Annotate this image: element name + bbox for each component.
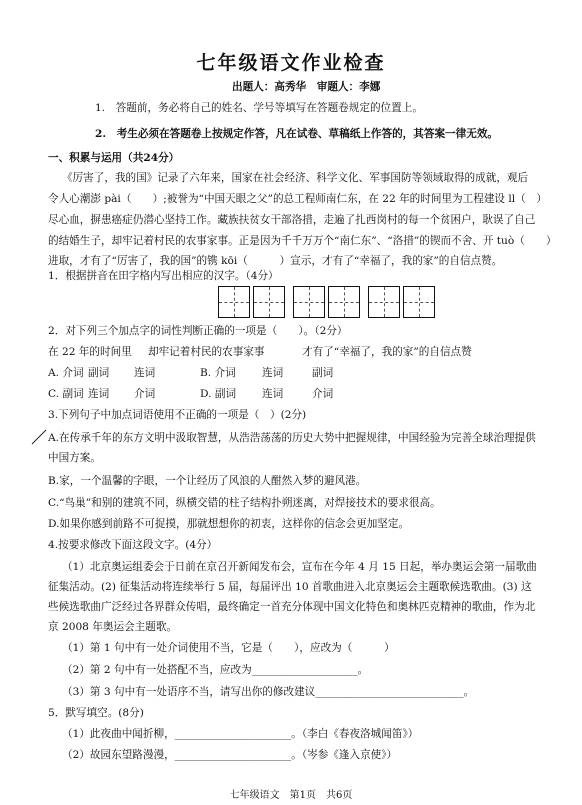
page-title: 七年级语文作业检查: [196, 52, 386, 74]
tian-grid-box[interactable]: [368, 286, 400, 318]
q4-text-line: 征集活动。(2) 征集活动将连续举行 5 届，每届评出 10 首歌曲进入北京奥运会主题歌候选歌曲。(3) 这: [48, 581, 532, 593]
option-word: B. 介词: [200, 367, 236, 379]
option-word: 连词: [262, 388, 284, 400]
q3-option-a[interactable]: A.在传承千年的东方文明中汲取智慧，从浩浩荡荡的历史大势中把握规律，中国经验为完善全球治理提供: [48, 432, 536, 444]
q4-text-line: （1）北京奥运组委会于日前在京召开新闻发布会，宣布在今年 4 月 15 日起，举办奥运会第一届歌曲: [62, 561, 537, 573]
pen-mark-icon: [30, 428, 48, 446]
q2-phrase: 在 22 年的时间里: [48, 346, 132, 358]
option-word: 介词: [134, 388, 156, 400]
page-footer: 七年级语文 第1页 共6页: [229, 790, 353, 801]
question-1: 1．根据拼音在田字格内写出相应的汉字。（4分）: [48, 270, 279, 282]
q3-option-c[interactable]: C.“鸟巢”和别的建筑不同，纵横交错的柱子结构扑朔迷离，对焊接技术的要求很高。: [48, 497, 441, 509]
notice-2: 2. 考生必须在答题卷上按规定作答，凡在试卷、草稿纸上作答的，其答案一律无效。: [95, 128, 499, 140]
tian-grid-box[interactable]: [293, 286, 325, 318]
option-word: C. 副词: [48, 388, 84, 400]
tian-grid-box[interactable]: [328, 286, 360, 318]
q3-option-a-cont: 中国方案。: [48, 452, 101, 464]
notice-1: 1. 答题前，务必将自己的姓名、学号等填写在答题卷规定的位置上。: [95, 102, 423, 114]
question-3: 3.下列句子中加点词语使用不正确的一项是（ ）(2分): [48, 409, 307, 421]
question-4: 4.按要求修改下面这段文字。(4分）: [48, 539, 218, 551]
q2-phrase: 才有了“幸福了，我的家”的自信点赞: [302, 346, 472, 358]
option-word: D. 副词: [200, 388, 237, 400]
q2-option-d[interactable]: [200, 387, 334, 401]
q4-sub-1[interactable]: （1）第 1 句中有一处介词使用不当，它是（ ），应改为（ ）: [62, 642, 395, 654]
q3-option-d[interactable]: D.如果你感到前路不可捉摸，那就想想你的初衷，这样你的信念会更加坚定。: [48, 518, 410, 530]
q5-sub-2[interactable]: （2）故园东望路漫漫，______________________。（岑参《逢入京使》）: [62, 749, 398, 761]
section-heading: 一、积累与运用（共24分）: [48, 152, 180, 164]
passage-line: 进取，才有了“厉害了，我的国”的镌 kōi（ ）宣示，才有了“幸福了，我的家”的自信点赞。: [48, 255, 503, 267]
tian-grid-box[interactable]: [253, 286, 285, 318]
question-5: 5．默写填空。(8分): [48, 707, 144, 719]
option-word: 连词: [134, 367, 156, 379]
q4-text-line: 些候选歌曲广泛经过各界群众传唱，最终确定一首充分体现中国文化特色和奥林匹克精神的歌曲，作为北: [48, 601, 536, 613]
authors-line: 出题人：高秀华 审题人：李娜: [232, 81, 381, 93]
passage-line: 的结婚生子，却牢记着村民的农事家事。正是因为千千万万个“南仁东”、“洛措”的锲而不舍、开 tuò（ ）: [48, 235, 557, 247]
option-word: 连词: [88, 388, 110, 400]
tian-grid-box[interactable]: [218, 286, 250, 318]
passage-line: 令人心潮澎 pài（ ）;被誉为“中国天眼之父”的总工程师南仁东，在 22 年的时间里为工程建设 ll（ ）: [48, 193, 547, 205]
option-word: A. 介词: [48, 367, 84, 379]
option-word: 介词: [312, 388, 334, 400]
question-2: 2．对下列三个加点字的词性判断正确的一项是（ ）。（2分）: [48, 325, 348, 337]
q2-option-c[interactable]: [48, 387, 156, 401]
q3-option-b[interactable]: B.家，一个温馨的字眼，一个让经历了风浪的人酣然入梦的避风港。: [48, 475, 367, 487]
q4-sub-3[interactable]: （3）第 3 句中有一处语序不当，请写出你的修改建议____________________________。: [62, 686, 475, 698]
q5-sub-1[interactable]: （1）此夜曲中闻折柳，______________________。（李白《春夜洛城闻笛》）: [62, 728, 419, 740]
q4-text-line: 京 2008 年奥运会主题歌。: [48, 621, 178, 633]
q4-sub-2[interactable]: （2）第 2 句中有一处搭配不当，应改为____________________。: [62, 664, 369, 676]
option-word: 副词: [88, 367, 110, 379]
option-word: 副词: [312, 367, 334, 379]
q2-option-b[interactable]: [200, 366, 334, 380]
passage-line: 尽心血，摒患癌症仍潜心坚持工作。藏族扶贫女干部洛措，走遍了扎西岗村的每一个贫困户，耿误了自己: [48, 214, 536, 226]
q2-option-a[interactable]: [48, 366, 156, 380]
tian-grid-box[interactable]: [403, 286, 435, 318]
option-word: 连词: [262, 367, 284, 379]
q2-phrase: 却牢记着村民的农事家事: [148, 346, 265, 358]
pinyin-grid: [218, 286, 438, 318]
passage-line: 《厉害了，我的国》记录了六年来，国家在社会经济、科学文化、军事国防等领域取得的成就，观后: [62, 172, 529, 184]
